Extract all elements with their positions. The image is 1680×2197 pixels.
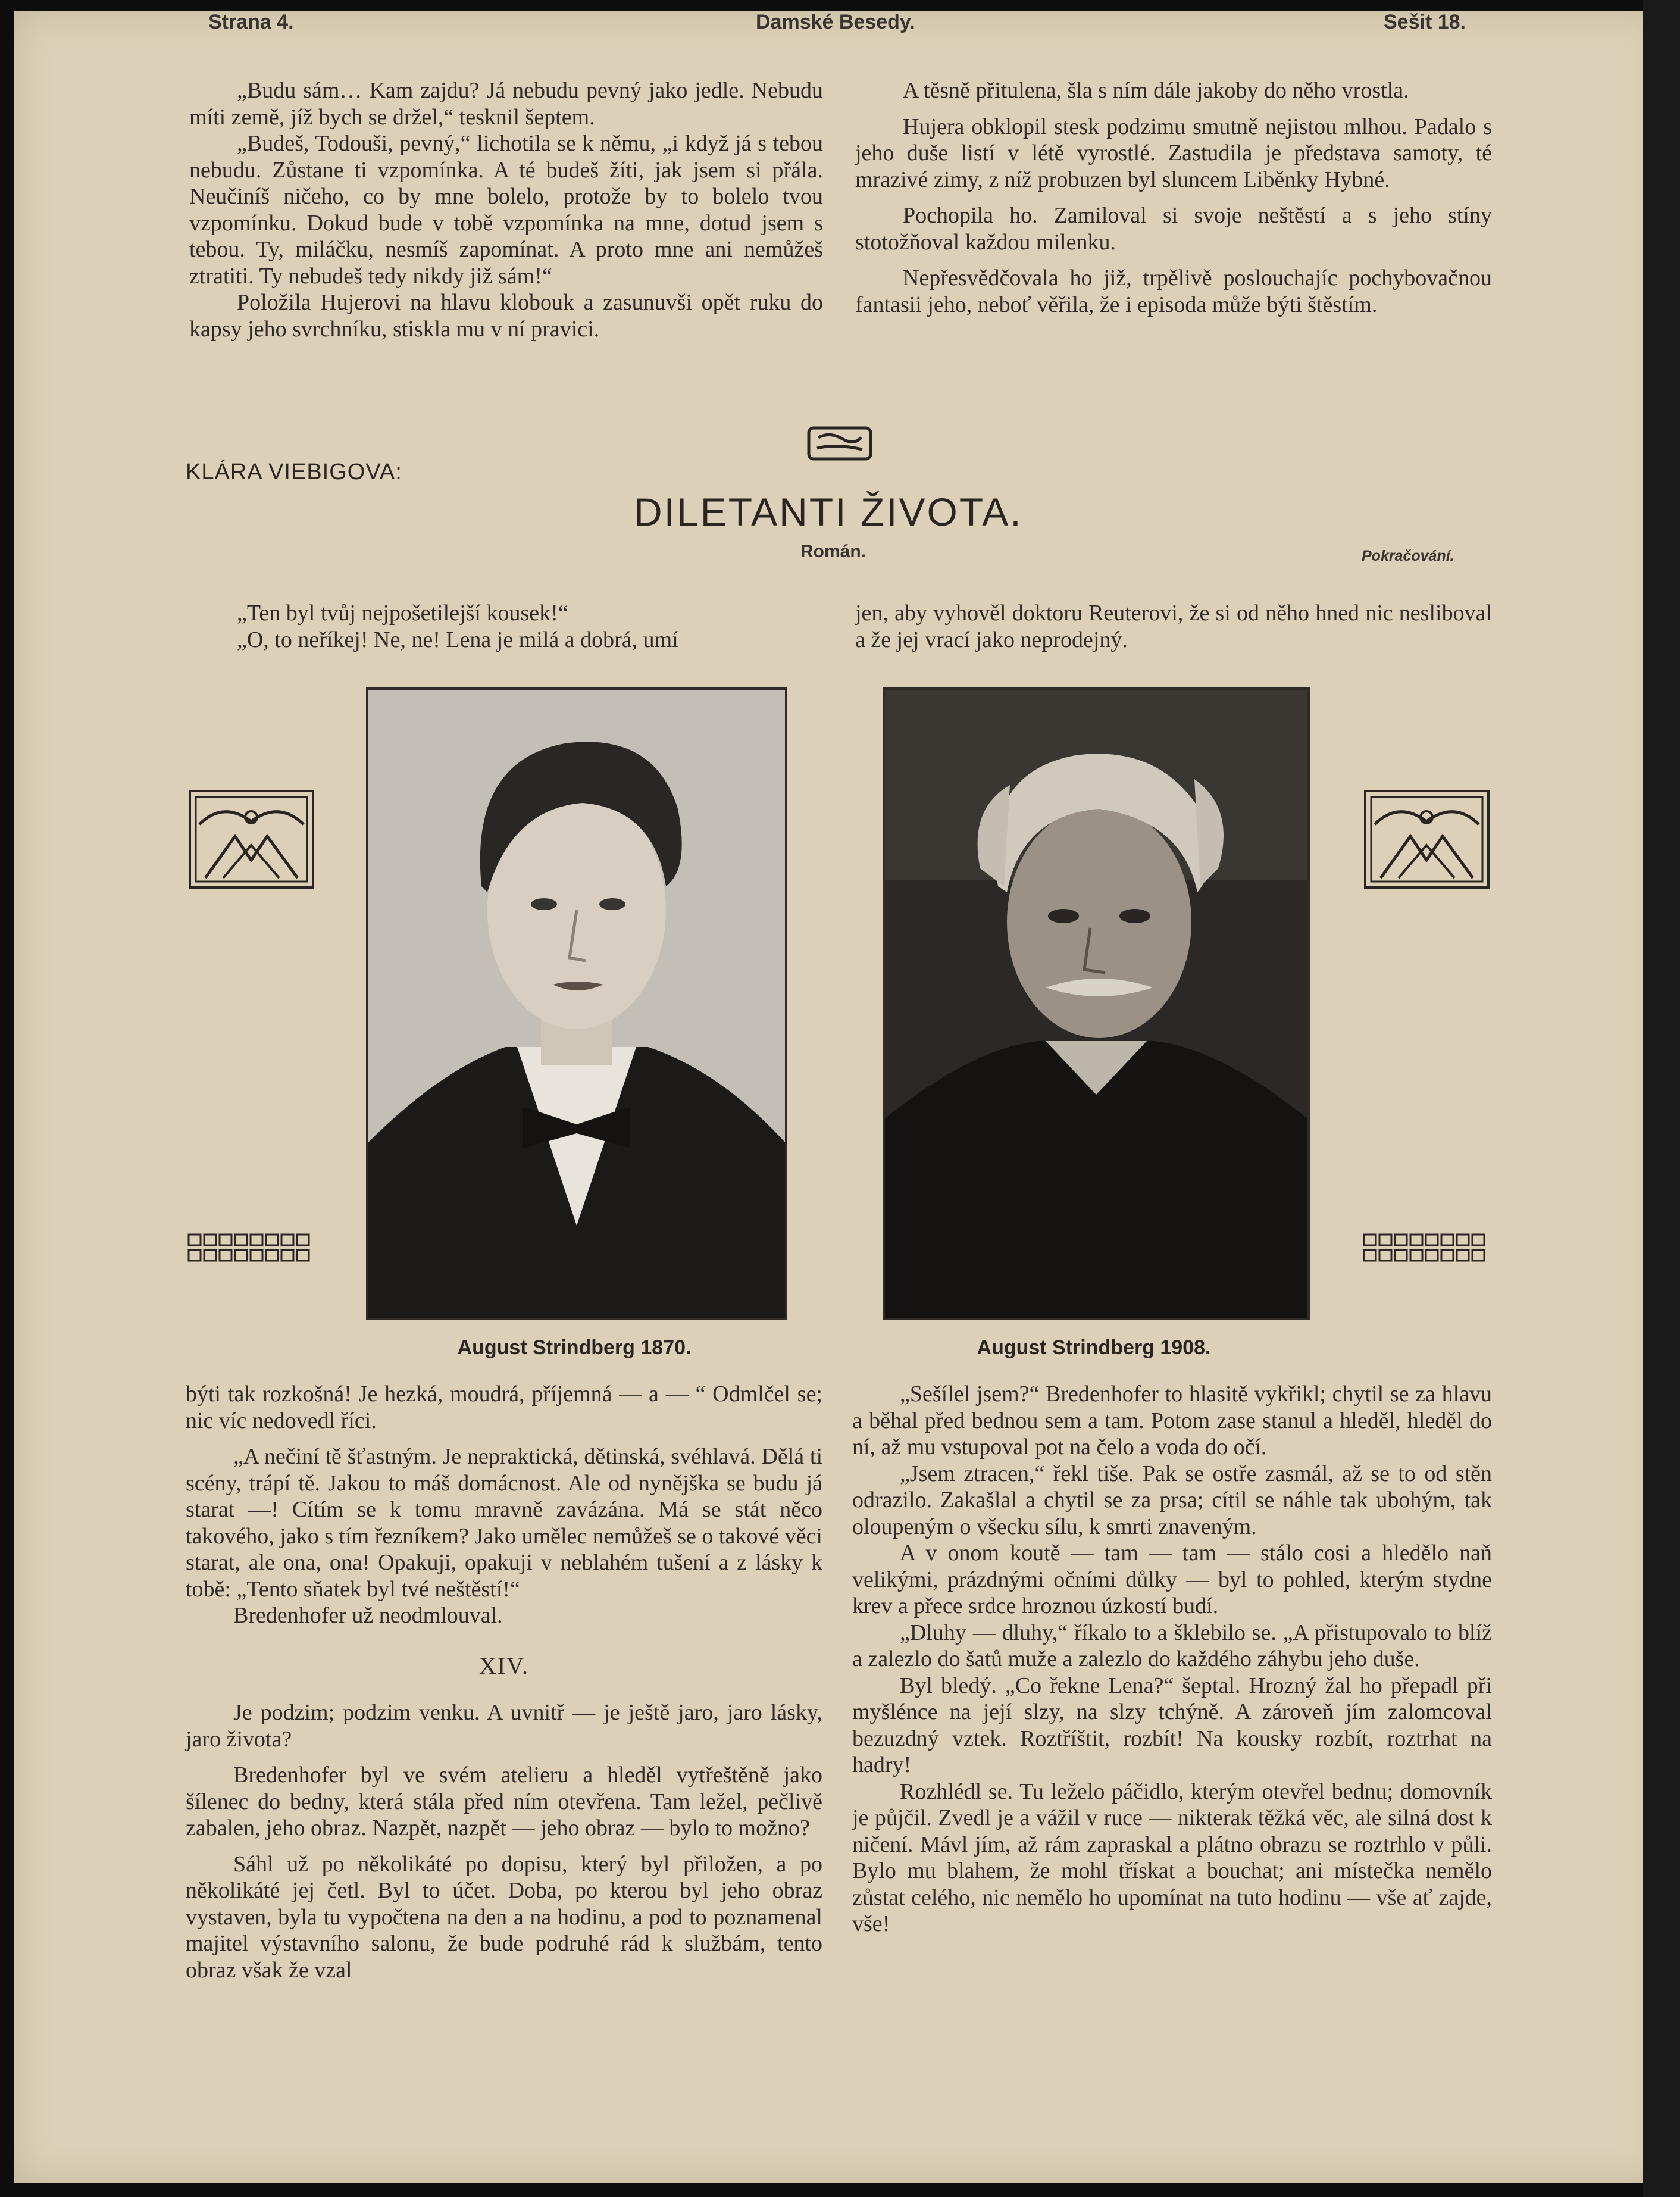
portrait-photo-1908 — [883, 687, 1310, 1320]
bottom-left-column — [186, 1381, 822, 1983]
portrait-old-icon — [885, 690, 1307, 1318]
square-ornament-icon — [1363, 1233, 1488, 1263]
paragraph: Hujera obklopil stesk podzimu smutně nejistou mlhou. Padalo s jeho duše listí v létě vyrostlé. Zastudila je představa samoty, té mrazivé zimy, z níž probuzen byl sluncem Liběnky Hybné. — [855, 114, 1492, 192]
floral-ornament-icon — [187, 789, 315, 890]
portrait-young-icon — [368, 690, 785, 1318]
top-left-column — [189, 77, 823, 342]
paragraph: Sáhl už po několikáté po dopisu, který byl přiložen, a po několikáté jej četl. Byl to účet. Doba, po kterou byl jeho obraz vystaven, byla tu vypočtena na den a na hodinu, a pod to poznamenal majitel výstavního salonu, že bude podruhé rád k službám, tento obraz však že vzal — [186, 1851, 822, 1983]
issue-number: Sešit 18. — [1384, 11, 1466, 33]
paragraph: Bredenhofer už neodmlouval. — [233, 1603, 503, 1628]
mid-right-column — [855, 600, 1492, 653]
article-author: KLÁRA VIEBIGOVA: — [186, 460, 402, 485]
paragraph: A těsně přitulena, šla s ním dále jakoby do něho vrostla. — [903, 78, 1409, 103]
bottom-right-column — [852, 1381, 1492, 1937]
top-right-column — [855, 77, 1492, 318]
paragraph: „Budeš, Todouši, pevný,“ lichotila se k němu, „i když já s tebou nebudu. Zůstane ti vzpomínka. A té budeš žíti, jak jsem si přála. Neučiníš ničeho, co by mne bolelo, protože by to bolelo tvou vzpomínku. Dokud bude v tobě vzpomínka na mne, dotud jsem s tebou. Ty, miláčku, nesmíš zapomínat. A proto mne ani nemůžeš ztratiti. Ty nebudeš tedy nikdy již sám!“ — [189, 131, 823, 289]
page-edge — [1643, 0, 1680, 2197]
square-ornament-icon — [187, 1233, 312, 1263]
paragraph: „O, to neříkej! Ne, ne! Lena je milá a dobrá, umí — [237, 627, 678, 652]
mid-left-column — [189, 600, 823, 653]
chapter-number: XIV. — [479, 1652, 529, 1679]
paragraph: býti tak rozkošná! Je hezká, moudrá, příjemná — a — “ Odmlčel se; nic víc nedovedl říci. — [186, 1382, 822, 1433]
paragraph: Je podzim; podzim venku. A uvnitř — je ještě jaro, jaro lásky, jaro života? — [186, 1700, 822, 1752]
paragraph: „Jsem ztracen,“ řekl tiše. Pak se ostře zasmál, až se to od stěn odrazilo. Zakašlal a chytil se za prsa; cítil se náhle tak ubohým, tak oloupeným o všecku sílu, k smrti znaveným. — [852, 1461, 1492, 1539]
paragraph: Nepřesvědčovala ho již, trpělivě poslouchajíc pochybovačnou fantasii jeho, neboť věřila, že i episoda může býti štěstím. — [855, 265, 1492, 317]
paragraph: Bredenhofer byl ve svém atelieru a hleděl vytřeštěně jako šílenec do bedny, která stála před ním otevřena. Tam ležel, pečlivě zabalen, jeho obraz. Nazpět, nazpět — jeho obraz — bylo to možno? — [186, 1762, 822, 1840]
ornament-icon — [806, 426, 873, 461]
paragraph: Rozhlédl se. Tu leželo páčidlo, kterým otevřel bednu; domovník je půjčil. Zvedl je a vážil v ruce — nikterak těžká věc, ale silná dost k ničení. Mávl jím, až rám zapraskal a plátno obrazu se roztrhlo v půli. Bylo mu blahem, že mohl třískat a bouchat; ani místečka nemělo zůstat celého, nic nemělo ho upomínat na tuto hodinu — vše ať zajde, vše! — [852, 1779, 1492, 1936]
paragraph: „Ten byl tvůj nejpošetilejší kousek!“ — [237, 601, 568, 626]
portrait-photo-1870 — [366, 687, 787, 1320]
paragraph: „Sešílel jsem?“ Bredenhofer to hlasitě vykřikl; chytil se za hlavu a běhal před bednou sem a tam. Potom zase stanul a hleděl, hleděl do ní, až mu vstupoval pot na čelo a voda do očí. — [852, 1382, 1492, 1460]
page-number: Strana 4. — [208, 11, 294, 33]
paragraph: Byl bledý. „Co řekne Lena?“ šeptal. Hrozný žal ho přepadl při myšlénce na její slzy, na slzy tchýně. A zároveň jím zalomcoval bezuzdný vztek. Roztříštit, rozbít! Na kousky rozbít, roztrhat na hadry! — [852, 1673, 1492, 1777]
paragraph: jen, aby vyhověl doktoru Reuterovi, že si od něho hned nic nesliboval a že jej vrací jako neprodejný. — [855, 601, 1492, 652]
floral-ornament-icon — [1363, 789, 1491, 890]
photo-caption-1870: August Strindberg 1870. — [457, 1336, 692, 1359]
paragraph: A v onom koutě — tam — tam — stálo cosi a hledělo naň velikými, prázdnými očními důlky — byl to pohled, kterým stydne krev a přece srdce hroznou úzkostí budí. — [852, 1540, 1492, 1618]
article-title: DILETANTI ŽIVOTA. — [634, 490, 1023, 534]
paragraph: „A nečiní tě šťastným. Je nepraktická, dětinská, svéhlavá. Dělá ti scény, trápí tě. Jakou to máš domácnost. Ale od nynějška se budu já starat —! Cítím se k tomu mravně zavázána. Má se stát něco takového, jako s tím řezníkem? Jako umělec nemůžeš se o takové věci starat, ale ona, ona! Opakuji, opakuji v neblahém tušení a z lásky k tobě: „Tento sňatek byl tvé neštěstí!“ — [186, 1444, 822, 1602]
article-subtitle: Román. — [800, 542, 866, 561]
paragraph: Pochopila ho. Zamiloval si svoje neštěstí a s jeho stíny stotožňoval každou milenku. — [855, 203, 1492, 255]
paragraph: „Dluhy — dluhy,“ říkalo to a šklebilo se. „A přistupovalo to blíž a zalezlo do šatů muže a zalezlo do každého záhybu jeho duše. — [852, 1620, 1492, 1671]
paragraph: „Budu sám… Kam zajdu? Já nebudu pevný jako jedle. Nebudu míti země, jíž bych se držel,“ tesknil šeptem. — [189, 78, 823, 130]
paragraph: Položila Hujerovi na hlavu klobouk a zasunuvši opět ruku do kapsy jeho svrchníku, stiskla mu v ní pravici. — [189, 290, 823, 342]
photo-caption-1908: August Strindberg 1908. — [977, 1336, 1211, 1359]
continuation-note: Pokračování. — [1362, 548, 1454, 564]
magazine-title: Damské Besedy. — [756, 11, 915, 33]
